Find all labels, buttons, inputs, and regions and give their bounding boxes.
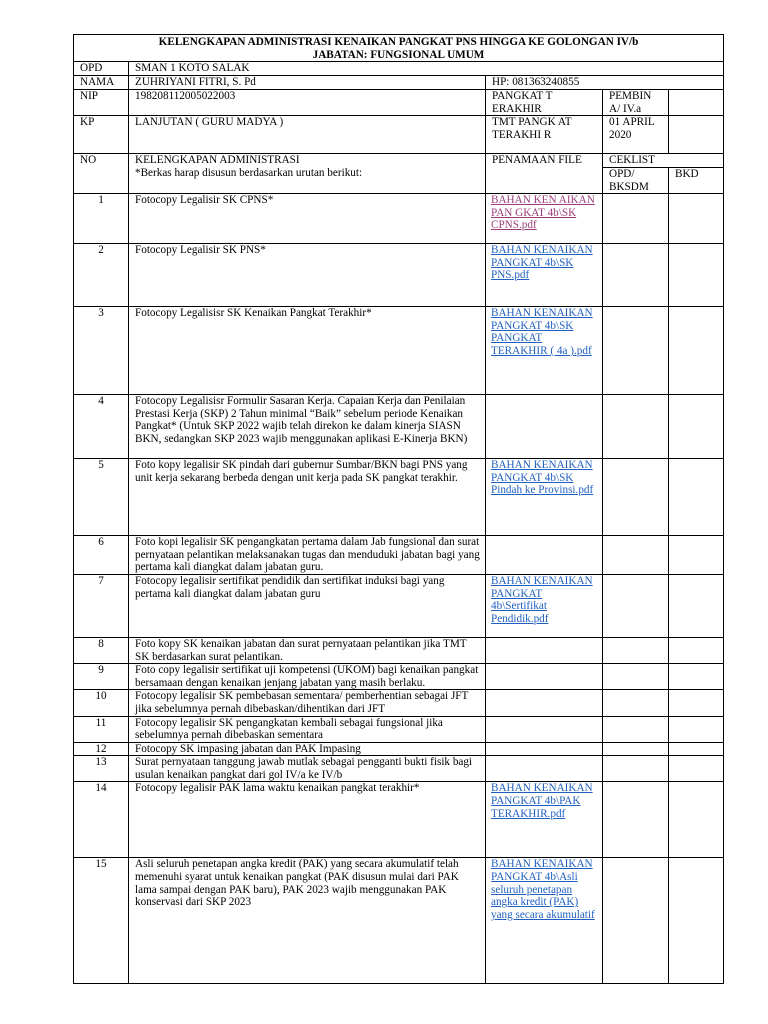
requirement-description: Foto kopy SK kenaikan jabatan dan surat pernyataan pelantikan jika TMT SK berdasarkan surat pelantikan. bbox=[129, 637, 486, 663]
file-name-cell bbox=[486, 756, 603, 782]
pangkat-value: PEMBIN A/ IV.a bbox=[603, 90, 669, 116]
checklist-opd-cell bbox=[603, 459, 669, 536]
file-name-cell bbox=[486, 782, 603, 858]
column-header-kelengkapan bbox=[129, 154, 486, 194]
requirement-description: Fotocopy Legalisir SK CPNS* bbox=[129, 194, 486, 244]
checklist-bkd-cell bbox=[669, 536, 724, 575]
file-name-cell bbox=[486, 664, 603, 690]
nama-label: NAMA bbox=[74, 76, 129, 90]
file-link[interactable]: BAHAN KEN AIKAN PAN GKAT 4b\SK CPNS.pdf bbox=[491, 194, 595, 232]
checklist-bkd-cell bbox=[669, 194, 724, 244]
checklist-bkd-cell bbox=[669, 574, 724, 637]
table-row bbox=[74, 459, 724, 536]
row-number: 12 bbox=[74, 742, 129, 756]
checklist-bkd-cell bbox=[669, 637, 724, 663]
requirement-description: Asli seluruh penetapan angka kredit (PAK) yang secara akumulatif telah memenuhi syarat untuk kenaikan pangkat (PAK disusun mulai dari PAK lama sampai dengan PAK baru), PAK 2023 wajib menggunakan PAK konservasi dari SKP 2023 bbox=[129, 858, 486, 984]
column-header-bkd: BKD bbox=[669, 167, 724, 193]
checklist-opd-cell bbox=[603, 637, 669, 663]
opd-label: OPD bbox=[74, 62, 129, 76]
requirement-description: Fotocopy legalisir sertifikat pendidik dan sertifikat induksi bagi yang pertama kali diangkat dalam jabatan guru bbox=[129, 574, 486, 637]
table-row bbox=[74, 244, 724, 307]
tmt-value: 01 APRIL 2020 bbox=[603, 116, 669, 154]
row-number: 7 bbox=[74, 574, 129, 637]
kelengkapan-heading: KELENGKAPAN ADMINISTRASI bbox=[135, 154, 300, 167]
tmt-label: TMT PANGK AT TERAKHI R bbox=[486, 116, 603, 154]
document-title bbox=[74, 35, 724, 62]
table-row bbox=[74, 716, 724, 742]
phone-number: HP: 081363240855 bbox=[486, 76, 724, 90]
kp-label: KP bbox=[74, 116, 129, 154]
requirement-description: Fotocopy Legalisisr Formulir Sasaran Kerja. Capaian Kerja dan Penilaian Prestasi Kerja (SKP) 2 Tahun minimal “Baik” sebelum periode Kenaikan Pangkat* (Untuk SKP 2022 wajib telah direkon ke dalam kinerja SIASN BKN, sedangkan SKP 2023 wajib menggunakan aplikasi E-Kinerja BKN) bbox=[129, 395, 486, 459]
row-number: 14 bbox=[74, 782, 129, 858]
requirement-description: Foto kopy legalisir SK pindah dari gubernur Sumbar/BKN bagi PNS yang unit kerja sekarang berbeda dengan unit kerja pada SK pangkat terakhir. bbox=[129, 459, 486, 536]
file-link[interactable]: BAHAN KENAIKAN PANGKAT 4b\PAK TERAKHIR.pdf bbox=[491, 782, 593, 820]
checklist-bkd-cell bbox=[669, 307, 724, 395]
checklist-bkd-cell bbox=[669, 858, 724, 984]
file-name-cell bbox=[486, 574, 603, 637]
file-link[interactable]: BAHAN KENAIKAN PANGKAT 4b\Asli seluruh penetapan angka kredit (PAK) yang secara akumulatif bbox=[491, 858, 595, 921]
requirement-description: Foto kopi legalisir SK pengangkatan pertama dalam Jab fungsional dan surat pernyataan pelantikan melaksanakan tugas dan menduduki jabatan bagi yang pertama kali diangkat dalam jabatan guru. bbox=[129, 536, 486, 575]
table-row bbox=[74, 574, 724, 637]
checklist-opd-cell bbox=[603, 716, 669, 742]
checklist-bkd-cell bbox=[669, 742, 724, 756]
checklist-opd-cell bbox=[603, 574, 669, 637]
requirement-description: Fotocopy Legalisir SK PNS* bbox=[129, 244, 486, 307]
row-number: 2 bbox=[74, 244, 129, 307]
administration-checklist-table bbox=[73, 34, 724, 984]
file-name-cell bbox=[486, 459, 603, 536]
requirement-description: Surat pernyataan tanggung jawab mutlak sebagai pengganti bukti fisik bagi usulan kenaikan pangkat dari gol IV/a ke IV/b bbox=[129, 756, 486, 782]
row-number: 15 bbox=[74, 858, 129, 984]
row-number: 10 bbox=[74, 690, 129, 716]
checklist-bkd-cell bbox=[669, 690, 724, 716]
nip-value: 198208112005022003 bbox=[129, 90, 486, 116]
kp-value: LANJUTAN ( GURU MADYA ) bbox=[129, 116, 486, 154]
row-number: 11 bbox=[74, 716, 129, 742]
requirement-description: Fotocopy legalisir SK pengangkatan kembali sebagai fungsional jika sebelumnya pernah dibebaskan sementara bbox=[129, 716, 486, 742]
table-row bbox=[74, 194, 724, 244]
column-header-opd-bksdm: OPD/ BKSDM bbox=[603, 167, 669, 193]
requirement-description: Fotocopy legalisir SK pembebasan sementara/ pemberhentian sebagai JFT jika sebelumnya pernah dibebaskan/dihentikan dari JFT bbox=[129, 690, 486, 716]
file-name-cell bbox=[486, 194, 603, 244]
file-name-cell bbox=[486, 690, 603, 716]
title-line-1: KELENGKAPAN ADMINISTRASI KENAIKAN PANGKAT PNS HINGGA KE GOLONGAN IV/b bbox=[158, 36, 639, 48]
checklist-opd-cell bbox=[603, 664, 669, 690]
checklist-opd-cell bbox=[603, 742, 669, 756]
table-row bbox=[74, 307, 724, 395]
table-row bbox=[74, 756, 724, 782]
column-header-no: NO bbox=[74, 154, 129, 194]
empty-cell bbox=[669, 90, 724, 116]
requirement-description: Fotocopy legalisir PAK lama waktu kenaikan pangkat terakhir* bbox=[129, 782, 486, 858]
checklist-opd-cell bbox=[603, 782, 669, 858]
file-name-cell bbox=[486, 742, 603, 756]
row-number: 1 bbox=[74, 194, 129, 244]
file-link[interactable]: BAHAN KENAIKAN PANGKAT 4b\SK PANGKAT TERAKHIR ( 4a ).pdf bbox=[491, 307, 593, 357]
checklist-bkd-cell bbox=[669, 782, 724, 858]
table-row bbox=[74, 742, 724, 756]
row-number: 4 bbox=[74, 395, 129, 459]
column-header-ceklist: CEKLIST bbox=[603, 154, 724, 168]
empty-cell bbox=[669, 116, 724, 154]
checklist-opd-cell bbox=[603, 858, 669, 984]
table-row bbox=[74, 395, 724, 459]
table-row bbox=[74, 858, 724, 984]
row-number: 9 bbox=[74, 664, 129, 690]
nip-label: NIP bbox=[74, 90, 129, 116]
checklist-opd-cell bbox=[603, 307, 669, 395]
pangkat-label: PANGKAT T ERAKHIR bbox=[486, 90, 603, 116]
row-number: 5 bbox=[74, 459, 129, 536]
file-name-cell bbox=[486, 716, 603, 742]
file-link[interactable]: BAHAN KENAIKAN PANGKAT 4b\SK Pindah ke Provinsi.pdf bbox=[491, 459, 594, 497]
table-row bbox=[74, 637, 724, 663]
column-header-penamaan-file: PENAMAAN FILE bbox=[486, 154, 603, 194]
checklist-bkd-cell bbox=[669, 459, 724, 536]
file-link[interactable]: BAHAN KENAIKAN PANGKAT 4b\Sertifikat Pendidik.pdf bbox=[491, 574, 593, 625]
checklist-bkd-cell bbox=[669, 756, 724, 782]
file-name-cell bbox=[486, 637, 603, 663]
checklist-opd-cell bbox=[603, 194, 669, 244]
file-name-cell bbox=[486, 307, 603, 395]
checklist-opd-cell bbox=[603, 756, 669, 782]
table-row bbox=[74, 690, 724, 716]
file-name-cell bbox=[486, 244, 603, 307]
nama-value: ZUHRIYANI FITRI, S. Pd bbox=[129, 76, 486, 90]
checklist-opd-cell bbox=[603, 690, 669, 716]
checklist-bkd-cell bbox=[669, 716, 724, 742]
opd-value: SMAN 1 KOTO SALAK bbox=[129, 62, 724, 76]
checklist-opd-cell bbox=[603, 536, 669, 575]
checklist-opd-cell bbox=[603, 395, 669, 459]
file-name-cell bbox=[486, 395, 603, 459]
title-line-2: JABATAN: FUNGSIONAL UMUM bbox=[312, 48, 485, 61]
row-number: 3 bbox=[74, 307, 129, 395]
table-row bbox=[74, 782, 724, 858]
file-name-cell bbox=[486, 536, 603, 575]
table-row bbox=[74, 664, 724, 690]
checklist-opd-cell bbox=[603, 244, 669, 307]
requirement-description: Fotocopy SK impasing jabatan dan PAK Impasing bbox=[129, 742, 486, 756]
row-number: 13 bbox=[74, 756, 129, 782]
checklist-bkd-cell bbox=[669, 664, 724, 690]
ordering-note: *Berkas harap disusun berdasarkan urutan berikut: bbox=[135, 166, 363, 179]
file-link[interactable]: BAHAN KENAIKAN PANGKAT 4b\SK PNS.pdf bbox=[491, 244, 593, 282]
requirement-description: Foto copy legalisir sertifikat uji kompetensi (UKOM) bagi kenaikan pangkat bersamaan dengan kenaikan jenjang jabatan yang masih berlaku. bbox=[129, 664, 486, 690]
checklist-bkd-cell bbox=[669, 244, 724, 307]
row-number: 6 bbox=[74, 536, 129, 575]
checklist-bkd-cell bbox=[669, 395, 724, 459]
table-row bbox=[74, 536, 724, 575]
requirement-description: Fotocopy Legalisisr SK Kenaikan Pangkat Terakhir* bbox=[129, 307, 486, 395]
row-number: 8 bbox=[74, 637, 129, 663]
file-name-cell bbox=[486, 858, 603, 984]
